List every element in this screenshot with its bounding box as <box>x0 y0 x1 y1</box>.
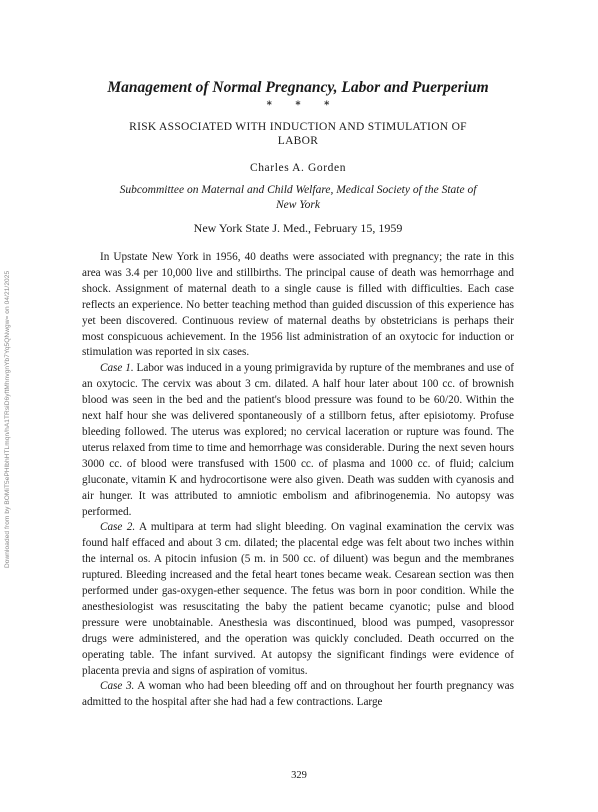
intro-paragraph: In Upstate New York in 1956, 40 deaths were associated with pregnancy; the rate in this area was 3.4 per 10,000 live and stillbirths. The principal cause of death was hemorrhage and shock. Assignment of maternal death to a single cause is filled with difficulties. Each case reflects an experience. No better teaching method than guided discussion of this experience has yet been discovered. Continuous review of maternal deaths by obstetricians is perhaps their most conspicuous achievement. In the 1956 list administration of an oxytocic for induction or stimulation was reported in six cases. <box>82 251 514 359</box>
case-2-label: Case 2. <box>100 521 136 534</box>
page-content <box>82 78 514 711</box>
author-affiliation: Subcommittee on Maternal and Child Welfare, Medical Society of the State of New York <box>119 184 477 211</box>
author-name: Charles A. Gorden <box>249 162 347 174</box>
case-2-paragraph <box>82 520 514 679</box>
case-1-paragraph <box>82 361 514 520</box>
article-title: RISK ASSOCIATED WITH INDUCTION AND STIMULATION OF LABOR <box>129 121 467 147</box>
case-1-label: Case 1. <box>100 362 134 375</box>
case-1-text: Labor was induced in a young primigravida by rupture of the membranes and use of an oxytocic. The cervix was about 3 cm. dilated. A half hour later about 100 cc. of brownish blood was seen in the bed and the patient's blood pressure was found to be 60/20. Within the next half hour she was delivered spontaneously of a stillborn fetus, after episiotomy. Profuse bleeding followed. The uterus was explored; no cervical laceration or rupture was found. The uterus relaxed from time to time and hemorrhage was considerable. During the next seven hours 3000 cc. of blood were transfused with 1500 cc. of plasma and 1000 cc. of fluid; calcium gluconate, vitamin K and hydrocortisone were also given. Death was sudden with cyanosis and air hunger. It was attributed to amniotic embolism and afibrinogenemia. No autopsy was performed. <box>82 362 515 518</box>
case-3-label: Case 3. <box>100 680 135 693</box>
article-body <box>82 250 514 711</box>
page-number: 329 <box>291 770 307 781</box>
download-watermark: Downloaded from by BOMiT5ePHlbhHTLmqn/hA1TRsiD6yftMhnvgnYb7Yq5QNwgw= on 04/21/2025 <box>4 270 11 568</box>
case-3-paragraph <box>82 679 514 711</box>
source-citation: New York State J. Med., February 15, 1959 <box>193 221 403 235</box>
case-2-text: A multipara at term had slight bleeding. On vaginal examination the cervix was found half effaced and about 3 cm. dilated; the placental edge was felt about two inches within the internal os. A pitocin infusion (5 m. in 500 cc. of diluent) was begun and the membranes ruptured. Bleeding increased and the fetal heart tones became weak. Cesarean section was then performed under gas-oxygen-ether sequence. The fetus was born in poor condition. While the anesthesiologist was resuscitating the baby the patient became cyanotic; pulse and blood pressure were unobtainable. Anesthesia was discontinued, blood was pumped, vasopressor drugs were administered, and the operation was quickly concluded. Death occurred on the operating table. The infant survived. At autopsy the significant findings were evidence of placenta previa and signs of aspiration of vomitus. <box>82 521 514 677</box>
section-separator: * * * <box>266 100 340 111</box>
case-3-text: A woman who had been bleeding off and on throughout her fourth pregnancy was admitted to the hospital after she had had a few contractions. Large <box>82 680 515 709</box>
series-title: Management of Normal Pregnancy, Labor and Puerperium <box>107 79 489 96</box>
